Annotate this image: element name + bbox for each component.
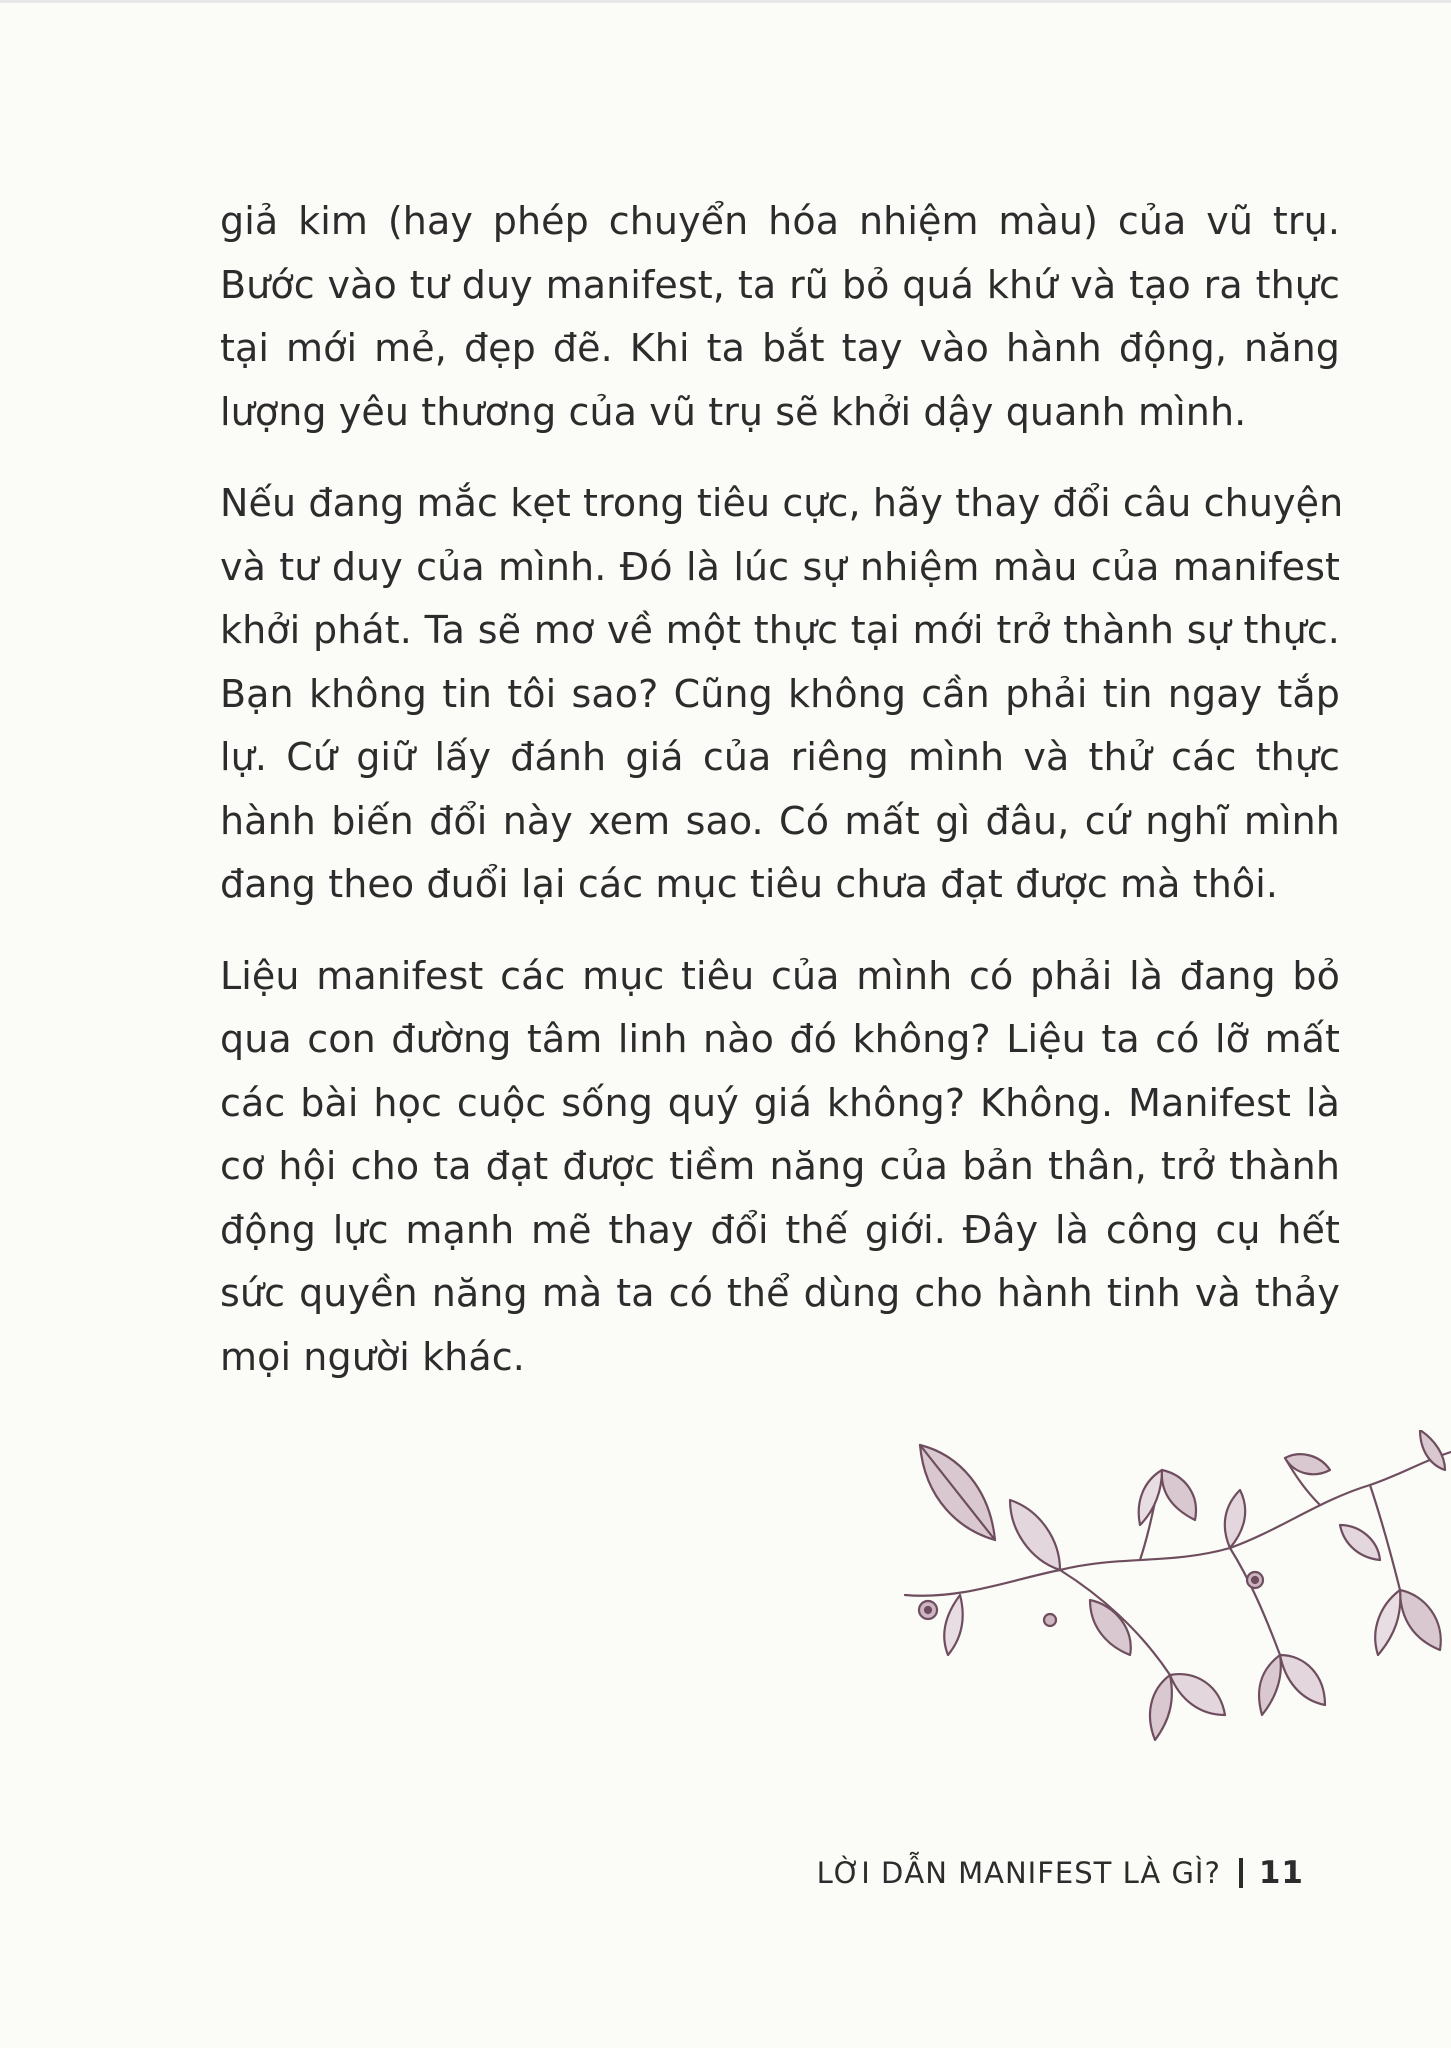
text-line: Bạn không tin tôi sao? Cũng không cần phải tin ngay tắp [220,671,1340,716]
paragraph-1 [220,190,1340,444]
page-footer [774,1848,1304,1898]
body-text [220,190,1344,1417]
text-line: sức quyền năng mà ta có thể dùng cho hành tinh và thảy [220,1271,1340,1315]
text-line: qua con đường tâm linh nào đó không? Liệu ta có lỡ mất [220,1017,1340,1061]
text-line: và tư duy của mình. Đó là lúc sự nhiệm màu của manifest [220,544,1340,589]
text-line: lượng yêu thương của vũ trụ sẽ khởi dậy quanh mình. [220,389,1247,434]
text-line: động lực mạnh mẽ thay đổi thế giới. Đây là công cụ hết [220,1207,1340,1252]
footer-separator [1239,1858,1243,1888]
text-line: đang theo đuổi lại các mục tiêu chưa đạt được mà thôi. [220,862,1279,906]
page-top-edge [0,0,1451,3]
text-line: tại mới mẻ, đẹp đẽ. Khi ta bắt tay vào hành động, năng [220,326,1340,370]
text-line: Nếu đang mắc kẹt trong tiêu cực, hãy thay đổi câu chuyện [220,481,1344,525]
text-line: mọi người khác. [220,1334,525,1379]
floral-vine-illustration-icon [900,1430,1451,1755]
text-line: lự. Cứ giữ lấy đánh giá của riêng mình và thử các thực [220,735,1340,779]
text-line: Bước vào tư duy manifest, ta rũ bỏ quá khứ và tạo ra thực [220,262,1340,307]
text-line: các bài học cuộc sống quý giá không? Không. Manifest là [220,1080,1340,1125]
text-line: giả kim (hay phép chuyển hóa nhiệm màu) của vũ trụ. [220,199,1340,243]
page-number: 11 [1258,1855,1304,1891]
paragraph-3 [220,945,1340,1390]
text-line: khởi phát. Ta sẽ mơ về một thực tại mới trở thành sự thực. [220,608,1340,652]
text-line: Liệu manifest các mục tiêu của mình có phải là đang bỏ [220,953,1340,998]
running-header-chapter: LỜI DẪN MANIFEST LÀ GÌ? [816,1856,1221,1890]
text-line: hành biến đổi này xem sao. Có mất gì đâu, cứ nghĩ mình [220,798,1340,843]
text-line: cơ hội cho ta đạt được tiềm năng của bản thân, trở thành [220,1144,1340,1188]
paragraph-2 [220,472,1344,917]
